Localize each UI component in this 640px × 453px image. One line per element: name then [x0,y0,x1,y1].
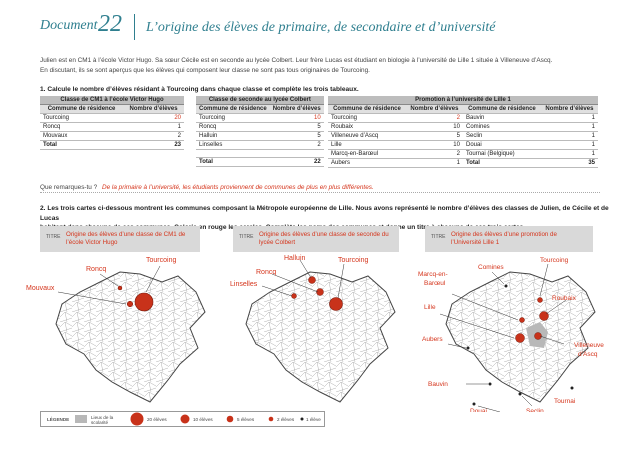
map-label: Linselles [230,281,258,288]
map-title-box-3[interactable] [425,226,593,252]
metropole-outline [56,272,205,402]
map-label: d’Ascq [578,351,598,358]
map-legend [40,411,325,427]
circle-tourcoing [330,298,343,311]
remark-line[interactable] [40,184,600,193]
map-3 [418,257,604,412]
table-university [328,96,598,168]
table-row: Tourcoing 2 Bauvin 1 [328,114,598,123]
table-row: Halluin 5 [196,132,324,141]
maps-area [0,252,640,412]
table-row: Mouvaux 2 [40,132,184,141]
title-label: TITRE [431,234,446,240]
table-row: Linselles 2 [196,141,324,150]
map-title-answer: Origine des élèves d’une classe de seconde du lycée Colbert [259,231,389,246]
total-row: Total 22 [196,158,324,167]
answer-value[interactable]: 2 [406,114,463,123]
column-header: Commune de résidence [40,105,123,114]
map-label: Barœul [424,280,446,287]
answer-value[interactable]: 10 [270,114,324,123]
map-label: Bauvin [428,381,448,388]
table-title: Promotion à l’université de Lille 1 [328,96,598,105]
legend-size: 1 élève [299,413,325,426]
column-header: Nombre d’élèves [123,105,184,114]
table-row: Villeneuve d’Ascq 5 Seclin 1 [328,132,598,141]
legend-size: 20 élèves [129,413,177,426]
map-label: Douai [470,408,487,412]
circle-halluin [309,277,316,284]
map-label: Comines [478,264,504,271]
remark-question: Que remarques-tu ? [40,184,98,191]
circle-lille [516,334,525,343]
column-header: Commune de résidence [196,105,270,114]
circle-comines [505,285,508,288]
map-title-box-2[interactable] [233,226,399,252]
map-label: Halluin [284,255,306,262]
table-row: Roubaix 10 Comines 1 [328,123,598,132]
map-title-answer: Origine des élèves d’une promotion de l’Université Lille 1 [451,231,557,246]
map-label: Seclin [526,408,544,412]
map-label: Tournai [554,398,576,405]
column-header: Nombre d’élèves [270,105,324,114]
table-row [196,150,324,158]
map-label: Tourcoing [338,257,369,264]
total-row: Total 23 [40,141,184,150]
map-label: Tourcoing [146,257,177,264]
document-label: Document [40,18,98,33]
circle-linselles [292,294,297,299]
map-title-box-1[interactable] [40,226,200,252]
intro-line-1: Julien est en CM1 à l’école Victor Hugo. Sa sœur Cécile est en seconde au lycée Colbert. Leur frère Lucas est étudiant en biologie à l’université de Lille 1 située à Villeneuve d’Ascq. [40,57,553,64]
map-label: Mouvaux [26,285,55,292]
legend-circle [179,413,191,425]
answer-value[interactable]: 20 [123,114,184,123]
legend-school-swatch [75,415,87,425]
circle-mouvaux [127,301,133,307]
table-title: Classe de seconde au lycée Colbert [196,96,324,105]
table-seconde [196,96,324,167]
page-title: L’origine des élèves de primaire, de secondaire et d’université [146,20,496,35]
circle-seclin [519,393,522,396]
table-row: Tourcoing 20 [40,114,184,123]
circle-douai [473,403,476,406]
legend-size: 10 élèves [179,413,223,426]
circle-bauvin [489,383,492,386]
map-label: Roncq [256,269,277,276]
table-title: Classe de CM1 à l’école Victor Hugo [40,96,184,105]
legend-circle [299,416,305,422]
map-label: Aubers [422,336,443,343]
intro-text [40,56,610,75]
intro-line-2: En discutant, ils se sont aperçus que les élèves qui composent leur classe ne sont pas tous originaires de Tourcoing. [40,66,370,74]
question-2: 2. Les trois cartes ci-dessous montrent les communes composant la Métropole européenne de Lille. Nous avons représenté le nombre d’élèves des classes de Julien, de Cécile et de Lucas en rouge un titre [40,205,609,231]
column-header: Commune de résidence [463,105,541,114]
circle-marcq [520,318,525,323]
table-row: Marcq-en-Barœul 2 Tournai (Belgique) 1 [328,150,598,159]
circle-tournai [571,387,574,390]
title-label: TITRE [239,234,254,240]
circle-roubaix [540,312,549,321]
map-2 [230,255,395,402]
column-header: Nombre d’élèves [541,105,598,114]
table-row: Lille 10 Douai 1 [328,141,598,150]
map-label: Roubaix [552,295,576,302]
map-label: Lille [424,304,436,311]
legend-size: 2 élèves [267,413,299,426]
title-label: TITRE [46,234,61,240]
map-label: Villeneuve [574,342,604,349]
circle-roncq [118,286,122,290]
map-label: Roncq [86,266,107,273]
circle-tourcoing [538,298,543,303]
document-header [40,11,600,42]
map-title-answer: Origine des élèves d’une classe de CM1 de l’école Victor Hugo [66,231,186,246]
table-row: Roncq 5 [196,123,324,132]
map-label: Marcq-en- [418,271,448,278]
map-label: Tourcoing [540,257,569,264]
header-divider [134,14,135,40]
table-row: Tourcoing 10 [196,114,324,123]
circle-aubers [467,347,470,350]
table-row: Aubers 1 Total 35 [328,159,598,168]
column-header: Commune de résidence [328,105,406,114]
legend-size: 5 élèves [225,413,265,426]
document-number: 22 [98,11,122,37]
legend-school: Lieux de la scolarité [75,413,125,426]
question-1: 1. Calcule le nombre d’élèves résidant à Tourcoing dans chaque classe et complète les trois tableaux. [40,86,359,93]
column-header: Nombre d’élèves [406,105,463,114]
table-cm1 [40,96,184,150]
legend-circle [225,414,235,424]
map-1 [26,257,205,402]
legend-title: LÉGENDE [47,417,70,422]
legend-circle [129,412,145,426]
remark-answer: De la primaire à l’université, les étudiants proviennent de communes de plus en plus différentes. [101,184,374,191]
circle-tourcoing [135,293,153,311]
legend-circle [267,415,275,423]
table-row: Roncq 1 [40,123,184,132]
